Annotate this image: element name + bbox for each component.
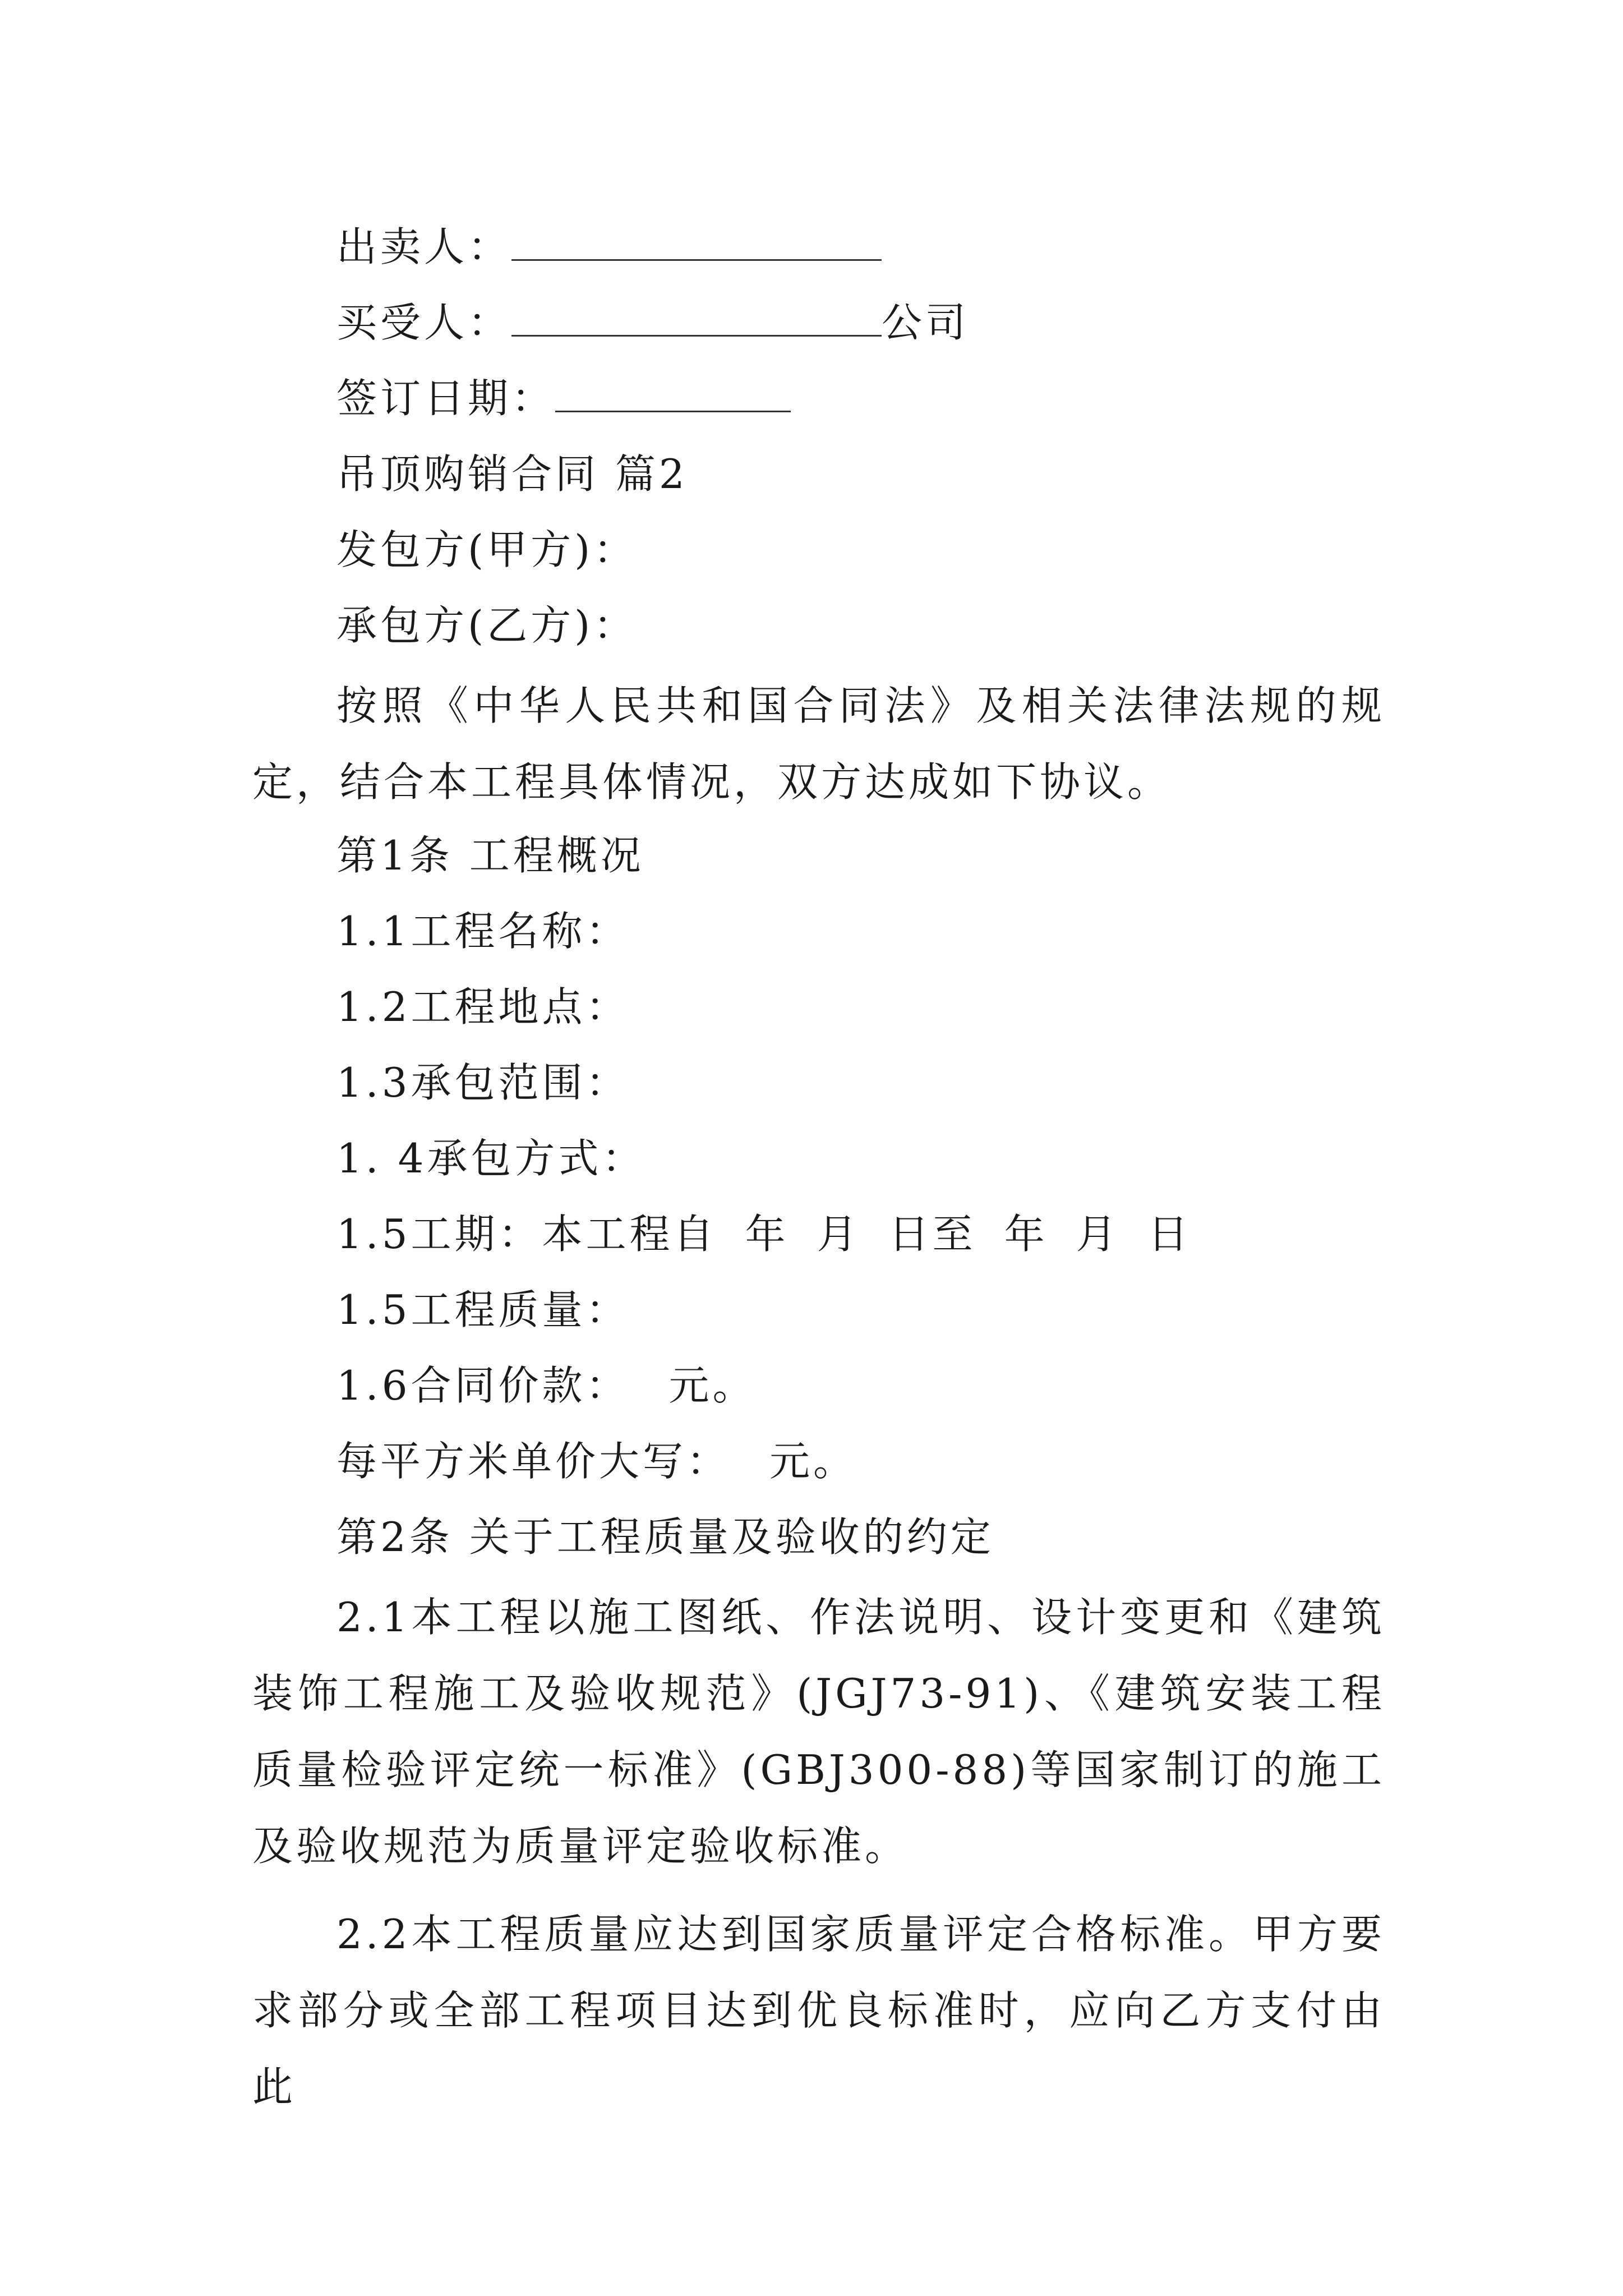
preamble-paragraph: 按照《中华人民共和国合同法》及相关法律法规的规定，结合本工程具体情况，双方达成如下协议。: [252, 682, 1385, 806]
period-year2: 年: [1004, 1211, 1048, 1258]
contract-price-label: 1.6合同价款：: [336, 1362, 630, 1409]
item-1-2: 1.2工程地点：: [336, 983, 630, 1030]
contract-price-unit: 元。: [668, 1362, 757, 1409]
period-year: 年: [745, 1211, 789, 1258]
buyer-blank: [511, 300, 882, 337]
item-1-4: 1. 4承包方式：: [336, 1135, 646, 1182]
date-label: 签订日期：: [336, 375, 556, 422]
buyer-line: [336, 297, 969, 348]
article1-title: 第1条 工程概况: [336, 832, 644, 879]
buyer-suffix: 公司: [882, 299, 970, 346]
item-1-5-period: [336, 1209, 1192, 1259]
party-a-line: 发包方(甲方)：: [336, 526, 638, 573]
contract-heading: 吊顶购销合同 篇2: [336, 450, 688, 498]
item-1-5-quality: 1.5工程质量：: [336, 1286, 630, 1333]
period-day-to: 日至: [888, 1211, 976, 1258]
date-blank: [555, 376, 791, 412]
seller-line: [336, 222, 882, 272]
period-prefix: 1.5工期：本工程自: [336, 1211, 717, 1258]
article2-title: 第2条 关于工程质量及验收的约定: [336, 1513, 994, 1561]
item-2-1-paragraph: 2.1本工程以施工图纸、作法说明、设计变更和《建筑装饰工程施工及验收规范》(JGJ73-91)、《建筑安装工程质量检验评定统一标准》(GBJ300-88)等国家制订的施工及验收规范为质量评定验收标准。: [252, 1594, 1385, 1870]
party-b-line: 承包方(乙方)：: [336, 602, 638, 649]
seller-label: 出卖人：: [336, 223, 512, 270]
item-2-2-paragraph: 2.2本工程质量应达到国家质量评定合格标准。甲方要求部分或全部工程项目达到优良标准时，应向乙方支付由此: [252, 1911, 1385, 2110]
unit-price-label: 每平方米单价大写：: [336, 1438, 731, 1485]
item-1-6: [336, 1360, 757, 1411]
seller-blank: [511, 224, 882, 261]
unit-price-unit: 元。: [769, 1438, 857, 1485]
period-month: 月: [817, 1211, 861, 1258]
item-1-3: 1.3承包范围：: [336, 1059, 630, 1106]
period-month2: 月: [1076, 1211, 1120, 1258]
item-1-1: 1.1工程名称：: [336, 908, 630, 955]
buyer-label: 买受人：: [336, 299, 512, 346]
date-line: [336, 373, 791, 424]
period-day2: 日: [1147, 1211, 1192, 1258]
unit-price-line: [336, 1436, 857, 1487]
